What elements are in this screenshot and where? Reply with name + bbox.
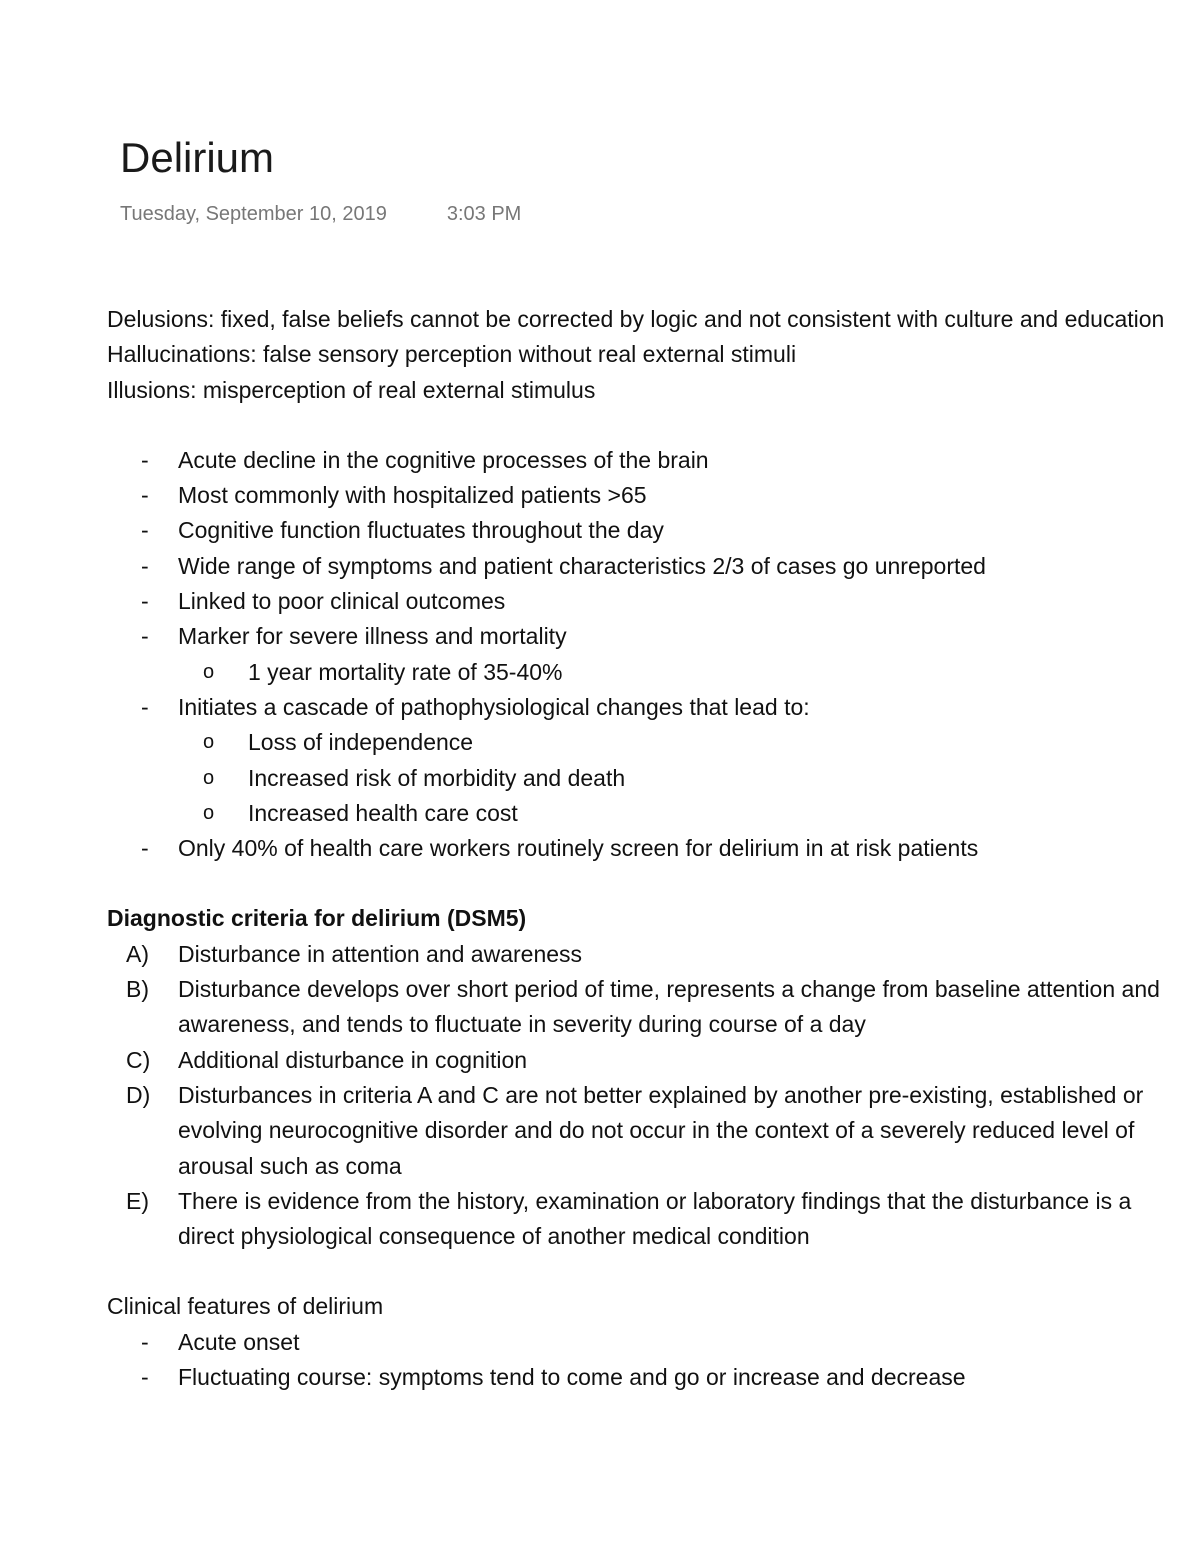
- clinical-heading: Clinical features of delirium: [107, 1293, 384, 1320]
- list-item-text: Marker for severe illness and mortality: [178, 623, 567, 650]
- list-item-text: Initiates a cascade of pathophysiological changes that lead to:: [178, 693, 810, 720]
- criterion-text: Disturbances in criteria A and C are not better explained by another pre-existing, established or evolving neurocognitive disorder and do not occur in the context of a severely reduced level of arousal such as coma: [178, 1081, 1144, 1179]
- sub-list-item: [107, 655, 1177, 690]
- sub-list-item: [107, 796, 1177, 831]
- sub-list-item-text: 1 year mortality rate of 35-40%: [248, 658, 563, 685]
- list-item-text: Linked to poor clinical outcomes: [178, 588, 506, 615]
- list-item: [107, 513, 1177, 548]
- list-item-text: Fluctuating course: symptoms tend to come and go or increase and decrease: [178, 1364, 966, 1391]
- list-item-text: Acute onset: [178, 1328, 300, 1355]
- sub-list-item-text: Loss of independence: [248, 729, 474, 756]
- criterion-label: D): [126, 1081, 151, 1108]
- note-timestamp: [120, 200, 521, 228]
- criterion-label: B): [126, 976, 149, 1003]
- dash-bullet: -: [141, 1328, 149, 1355]
- criterion-label: A): [126, 940, 149, 967]
- definition-illusions: Illusions: misperception of real external stimulus: [107, 376, 596, 403]
- list-item-text: Cognitive function fluctuates throughout the day: [178, 517, 664, 544]
- list-item-text: Only 40% of health care workers routinely screen for delirium in at risk patients: [178, 835, 979, 862]
- list-item-text: Wide range of symptoms and patient characteristics 2/3 of cases go unreported: [178, 552, 986, 579]
- criterion-text: There is evidence from the history, examination or laboratory findings that the disturbance is a direct physiological consequence of another medical condition: [178, 1187, 1132, 1250]
- dash-bullet: -: [141, 552, 149, 579]
- list-item-text: Acute decline in the cognitive processes of the brain: [178, 446, 709, 473]
- sub-list-item-text: Increased risk of morbidity and death: [248, 764, 626, 791]
- circle-bullet: o: [203, 660, 215, 683]
- note-time: 3:03 PM: [446, 203, 522, 225]
- spacer: [107, 866, 1177, 901]
- list-item: [107, 549, 1177, 584]
- spacer: [107, 1254, 1177, 1289]
- dash-bullet: -: [141, 588, 149, 615]
- circle-bullet: o: [203, 766, 215, 789]
- dash-bullet: -: [141, 517, 149, 544]
- dash-bullet: -: [141, 1364, 149, 1391]
- list-item: [107, 478, 1177, 513]
- dash-bullet: -: [141, 482, 149, 509]
- list-item: [107, 831, 1177, 866]
- note-date: Tuesday, September 10, 2019: [120, 203, 387, 225]
- criterion-a: [107, 937, 1177, 972]
- clinical-features-list: [107, 1325, 1177, 1396]
- sub-list-item: [107, 725, 1177, 760]
- list-item: [107, 584, 1177, 619]
- criterion-label: E): [126, 1187, 149, 1214]
- diagnostic-criteria-list: [107, 937, 1177, 1255]
- dash-bullet: -: [141, 835, 149, 862]
- list-item: [107, 690, 1177, 725]
- spacer: [107, 408, 1177, 443]
- overview-list: [107, 443, 1177, 867]
- list-item-text: Most commonly with hospitalized patients >65: [178, 482, 647, 509]
- list-item: [107, 1360, 1177, 1395]
- list-item: [107, 619, 1177, 654]
- dash-bullet: -: [141, 623, 149, 650]
- criterion-text: Additional disturbance in cognition: [178, 1046, 528, 1073]
- criterion-b: [107, 972, 1177, 1043]
- diagnostic-heading: Diagnostic criteria for delirium (DSM5): [107, 905, 527, 932]
- circle-bullet: o: [203, 801, 215, 824]
- dash-bullet: -: [141, 446, 149, 473]
- definition-delusions: Delusions: fixed, false beliefs cannot be corrected by logic and not consistent with culture and education: [107, 306, 1165, 332]
- note-body: [107, 302, 1177, 1395]
- list-item: [107, 1325, 1177, 1360]
- sub-list-item: [107, 761, 1177, 796]
- criterion-c: [107, 1043, 1177, 1078]
- circle-bullet: o: [203, 731, 215, 754]
- criterion-label: C): [126, 1046, 151, 1073]
- criterion-text: Disturbance develops over short period of time, represents a change from baseline attention and awareness, and tends to fluctuate in severity during course of a day: [178, 976, 1160, 1038]
- dash-bullet: -: [141, 693, 149, 720]
- sub-list-item-text: Increased health care cost: [248, 799, 518, 826]
- criterion-d: [107, 1078, 1177, 1184]
- definition-hallucinations: Hallucinations: false sensory perception without real external stimuli: [107, 341, 797, 368]
- page-title: Delirium: [120, 134, 275, 181]
- list-item: [107, 443, 1177, 478]
- criterion-text: Disturbance in attention and awareness: [178, 940, 583, 967]
- criterion-e: [107, 1184, 1177, 1255]
